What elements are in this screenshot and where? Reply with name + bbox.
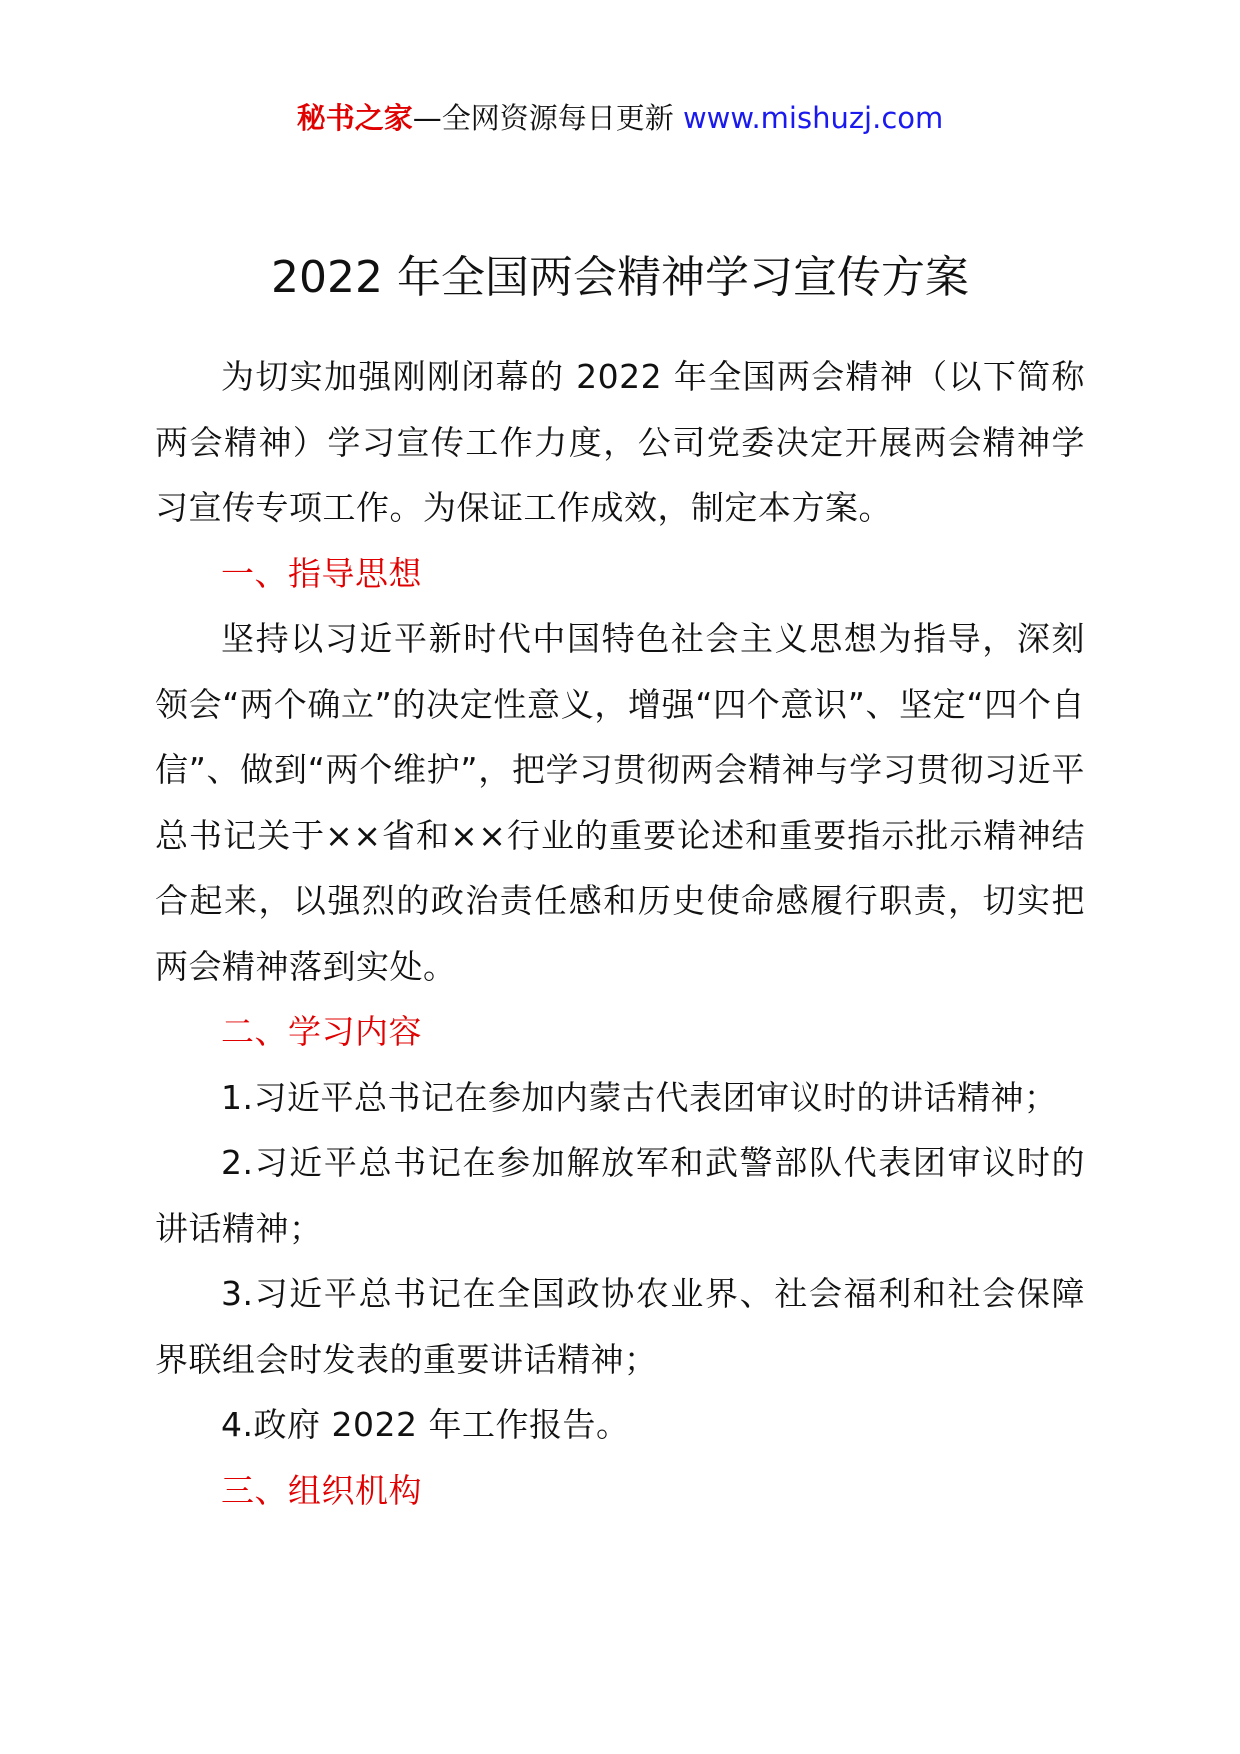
section-heading-study-content: 二、学习内容 [221,1012,422,1051]
document-title: 2022 年全国两会精神学习宣传方案 [271,252,969,303]
study-content-item: 4.政府 2022 年工作报告。 [221,1405,630,1444]
site-url-link[interactable]: www.mishuzj.com [682,101,944,135]
study-content-item: 3.习近平总书记在全国政协农业界、社会福利和社会保障界联组会时发表的重要讲话精神； [155,1274,1085,1379]
intro-paragraph: 为切实加强刚刚闭幕的 2022 年全国两会精神（以下简称两会精神）学习宣传工作力度，公司党委决定开展两会精神学习宣传专项工作。为保证工作成效，制定本方案。 [155,357,1085,527]
study-content-item: 2.习近平总书记在参加解放军和武警部队代表团审议时的讲话精神； [155,1143,1085,1248]
document-body [155,344,1085,1523]
section-heading-guiding-ideology: 一、指导思想 [221,553,422,593]
site-header [0,98,1240,138]
site-name: 秘书之家 [296,101,413,135]
study-content-item: 1.习近平总书记在参加内蒙古代表团审议时的讲话精神； [221,1077,1058,1117]
section-heading-organization: 三、组织机构 [221,1470,422,1510]
guiding-ideology-paragraph: 坚持以习近平新时代中国特色社会主义思想为指导，深刻领会“两个确立”的决定性意义，增强“四个意识”、坚定“四个自信”、做到“两个维护”，把学习贯彻两会精神与学习贯彻习近平总书记关于××省和××行业的重要论述和重要指示批示精神结合起来，以强烈的政治责任感和历史使命感履行职责，切实把两会精神落到实处。 [155,619,1085,986]
site-tagline: —全网资源每日更新 [412,101,683,135]
